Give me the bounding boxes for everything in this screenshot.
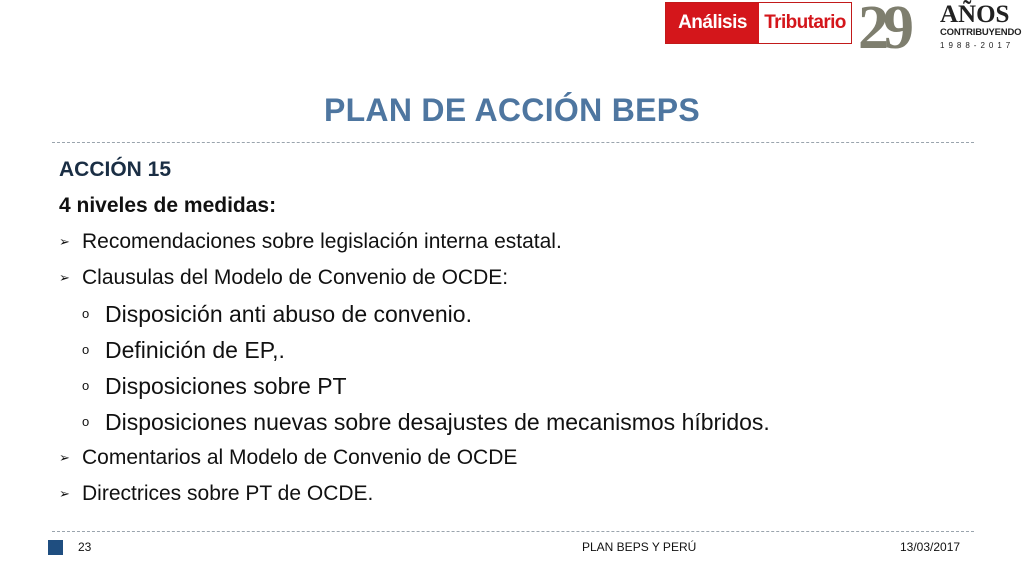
- list-item: [59, 224, 999, 260]
- circle-bullet-icon: o: [82, 378, 90, 393]
- title-divider: [52, 142, 974, 143]
- sub-list-item: [59, 332, 999, 368]
- slide-title: PLAN DE ACCIÓN BEPS: [323, 92, 701, 128]
- footer-date: 13/03/2017: [900, 540, 961, 554]
- logo-analisis-text: Análisis: [666, 3, 759, 43]
- slide-content: [59, 152, 999, 512]
- arrow-bullet-icon: ➢: [59, 450, 70, 465]
- section-heading: ACCIÓN 15: [59, 158, 172, 181]
- arrow-bullet-icon: ➢: [59, 234, 70, 249]
- anniversary-text-logo: [940, 3, 1024, 52]
- list-item: [59, 440, 999, 476]
- sub-list-item: [59, 404, 999, 440]
- list-item-text: Disposiciones nuevas sobre desajustes de mecanismos híbridos.: [105, 409, 770, 435]
- logo-tributario-text: Tributario: [759, 3, 851, 43]
- anniversary-number-logo: 29: [858, 0, 908, 62]
- list-item: [59, 260, 999, 296]
- list-item-text: Disposiciones sobre PT: [105, 373, 347, 399]
- logo-contribuyendo-text: CONTRIBUYENDO: [940, 27, 1022, 38]
- logo-years-text: 1988-2017: [940, 41, 1015, 50]
- list-item-text: Clausulas del Modelo de Convenio de OCDE:: [82, 266, 509, 289]
- list-item: [59, 476, 999, 512]
- sub-list-item: [59, 368, 999, 404]
- list-item-text: Comentarios al Modelo de Convenio de OCDE: [82, 446, 518, 469]
- section-subheading: 4 niveles de medidas:: [59, 194, 277, 217]
- list-item-text: Recomendaciones sobre legislación interna estatal.: [82, 230, 562, 253]
- list-item-text: Directrices sobre PT de OCDE.: [82, 482, 374, 505]
- sub-list-item: [59, 296, 999, 332]
- list-item-text: Disposición anti abuso de convenio.: [105, 301, 472, 327]
- list-item-text: Definición de EP,.: [105, 337, 285, 363]
- analisis-tributario-logo: [665, 2, 852, 44]
- circle-bullet-icon: o: [82, 306, 90, 321]
- page-number: 23: [78, 540, 92, 554]
- footer-title: PLAN BEPS Y PERÚ: [582, 540, 697, 554]
- arrow-bullet-icon: ➢: [59, 270, 70, 285]
- logo-anos-text: AÑOS: [940, 1, 1010, 28]
- footer-divider: [52, 531, 974, 532]
- circle-bullet-icon: o: [82, 414, 90, 429]
- circle-bullet-icon: o: [82, 342, 90, 357]
- footer-square-icon: [48, 540, 63, 555]
- arrow-bullet-icon: ➢: [59, 486, 70, 501]
